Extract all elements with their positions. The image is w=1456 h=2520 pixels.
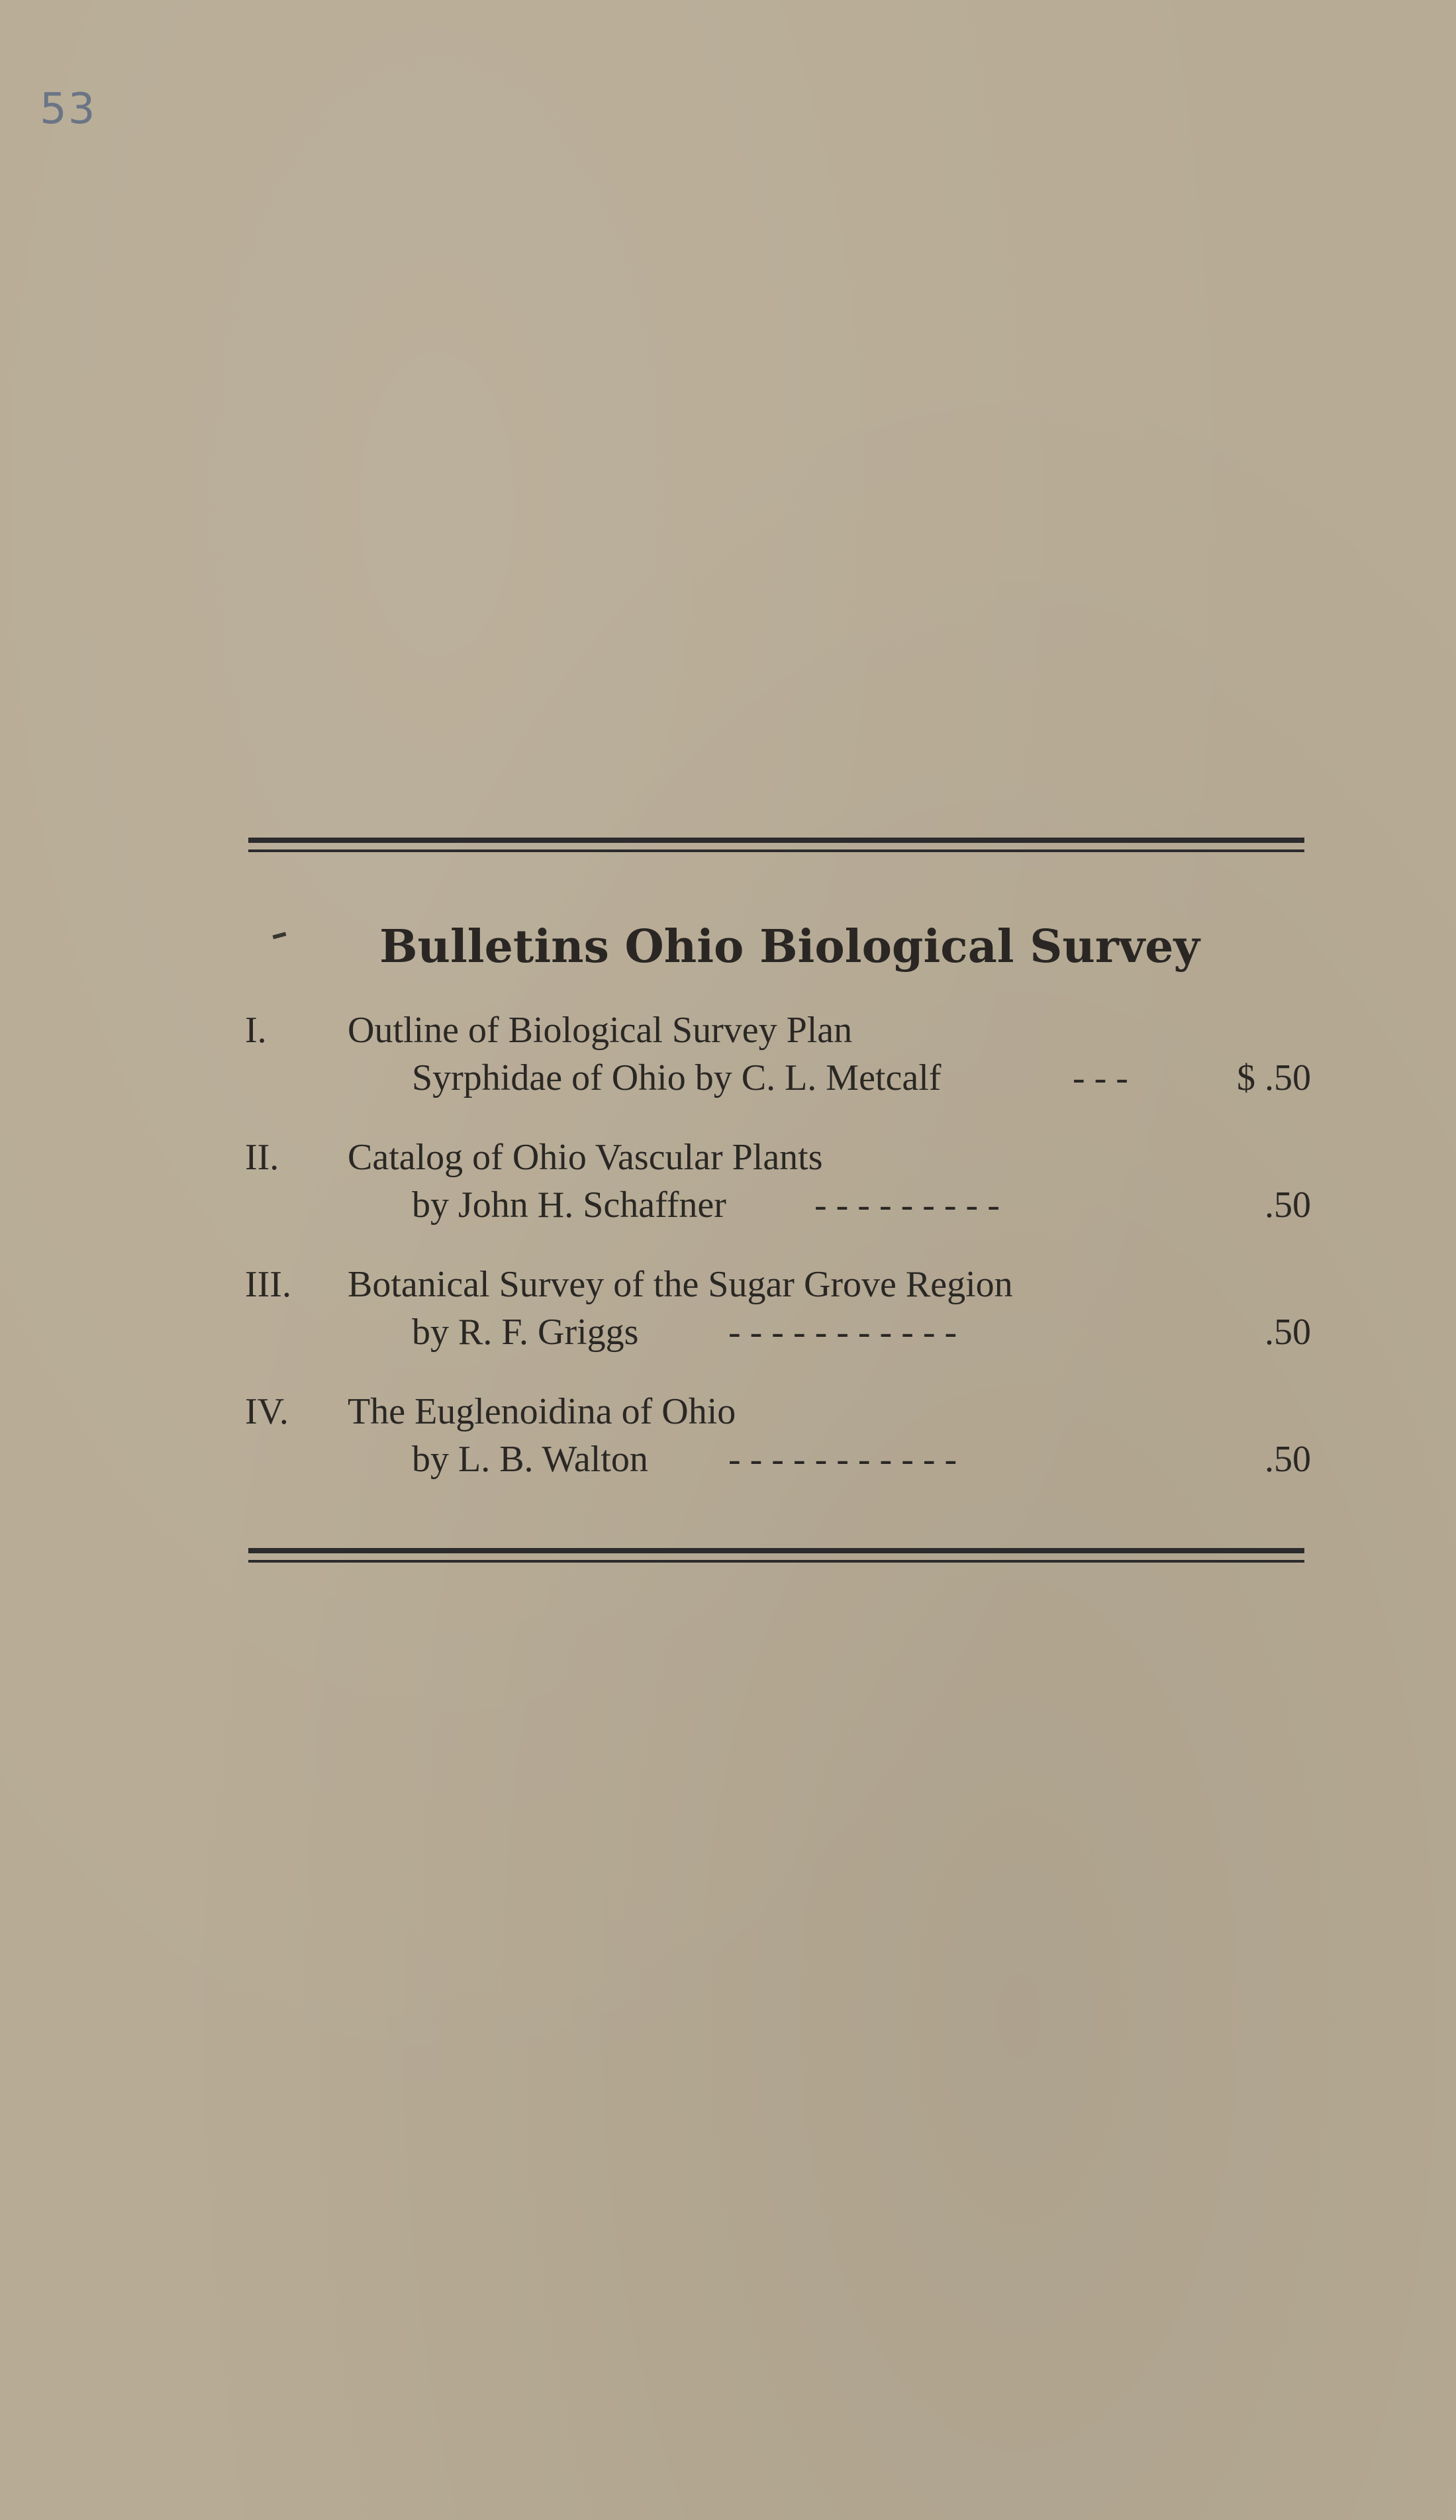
bulletin-author: by R. F. Griggs	[412, 1312, 639, 1353]
bottom-rule-thin-line	[248, 1560, 1304, 1563]
bottom-rule-thick-line	[248, 1548, 1304, 1553]
bulletin-entry-1	[245, 1006, 1311, 1134]
dot-leaders: - - - - - - - - - - -	[728, 1439, 957, 1480]
top-double-rule	[248, 838, 1304, 857]
bulletin-title: Botanical Survey of the Sugar Grove Region	[348, 1264, 1013, 1305]
bulletin-author: Syrphidae of Ohio by C. L. Metcalf	[412, 1057, 942, 1098]
bulletin-author: by L. B. Walton	[412, 1439, 648, 1480]
page-number: 53	[40, 85, 97, 134]
bulletin-title: The Euglenoidina of Ohio	[348, 1391, 736, 1432]
bulletin-numeral: I.	[245, 1010, 267, 1051]
bottom-double-rule	[248, 1548, 1304, 1568]
bulletin-entry-4	[245, 1388, 1311, 1515]
bulletin-price: .50	[1265, 1312, 1311, 1353]
top-rule-thick-line	[248, 838, 1304, 843]
dot-leaders: - - - - - - - - - - -	[728, 1312, 957, 1353]
bulletin-entry-3	[245, 1261, 1311, 1388]
bulletin-title: Catalog of Ohio Vascular Plants	[348, 1137, 823, 1178]
bulletin-numeral: III.	[245, 1264, 291, 1305]
bulletin-entry-2	[245, 1134, 1311, 1261]
bulletin-title: Outline of Biological Survey Plan	[348, 1010, 853, 1051]
bulletin-author: by John H. Schaffner	[412, 1185, 726, 1226]
top-rule-thin-line	[248, 849, 1304, 852]
page-heading: Bulletins Ohio Biological Survey	[379, 920, 1200, 973]
bulletin-price: .50	[1265, 1185, 1311, 1226]
bulletin-price: $ .50	[1237, 1057, 1311, 1098]
dot-leaders: - - - - - - - - -	[814, 1185, 1000, 1226]
bulletin-numeral: IV.	[245, 1391, 289, 1432]
bulletin-numeral: II.	[245, 1137, 279, 1178]
bulletin-price: .50	[1265, 1439, 1311, 1480]
dot-leaders: - - -	[1073, 1057, 1128, 1098]
bulletin-list	[245, 1006, 1311, 1515]
